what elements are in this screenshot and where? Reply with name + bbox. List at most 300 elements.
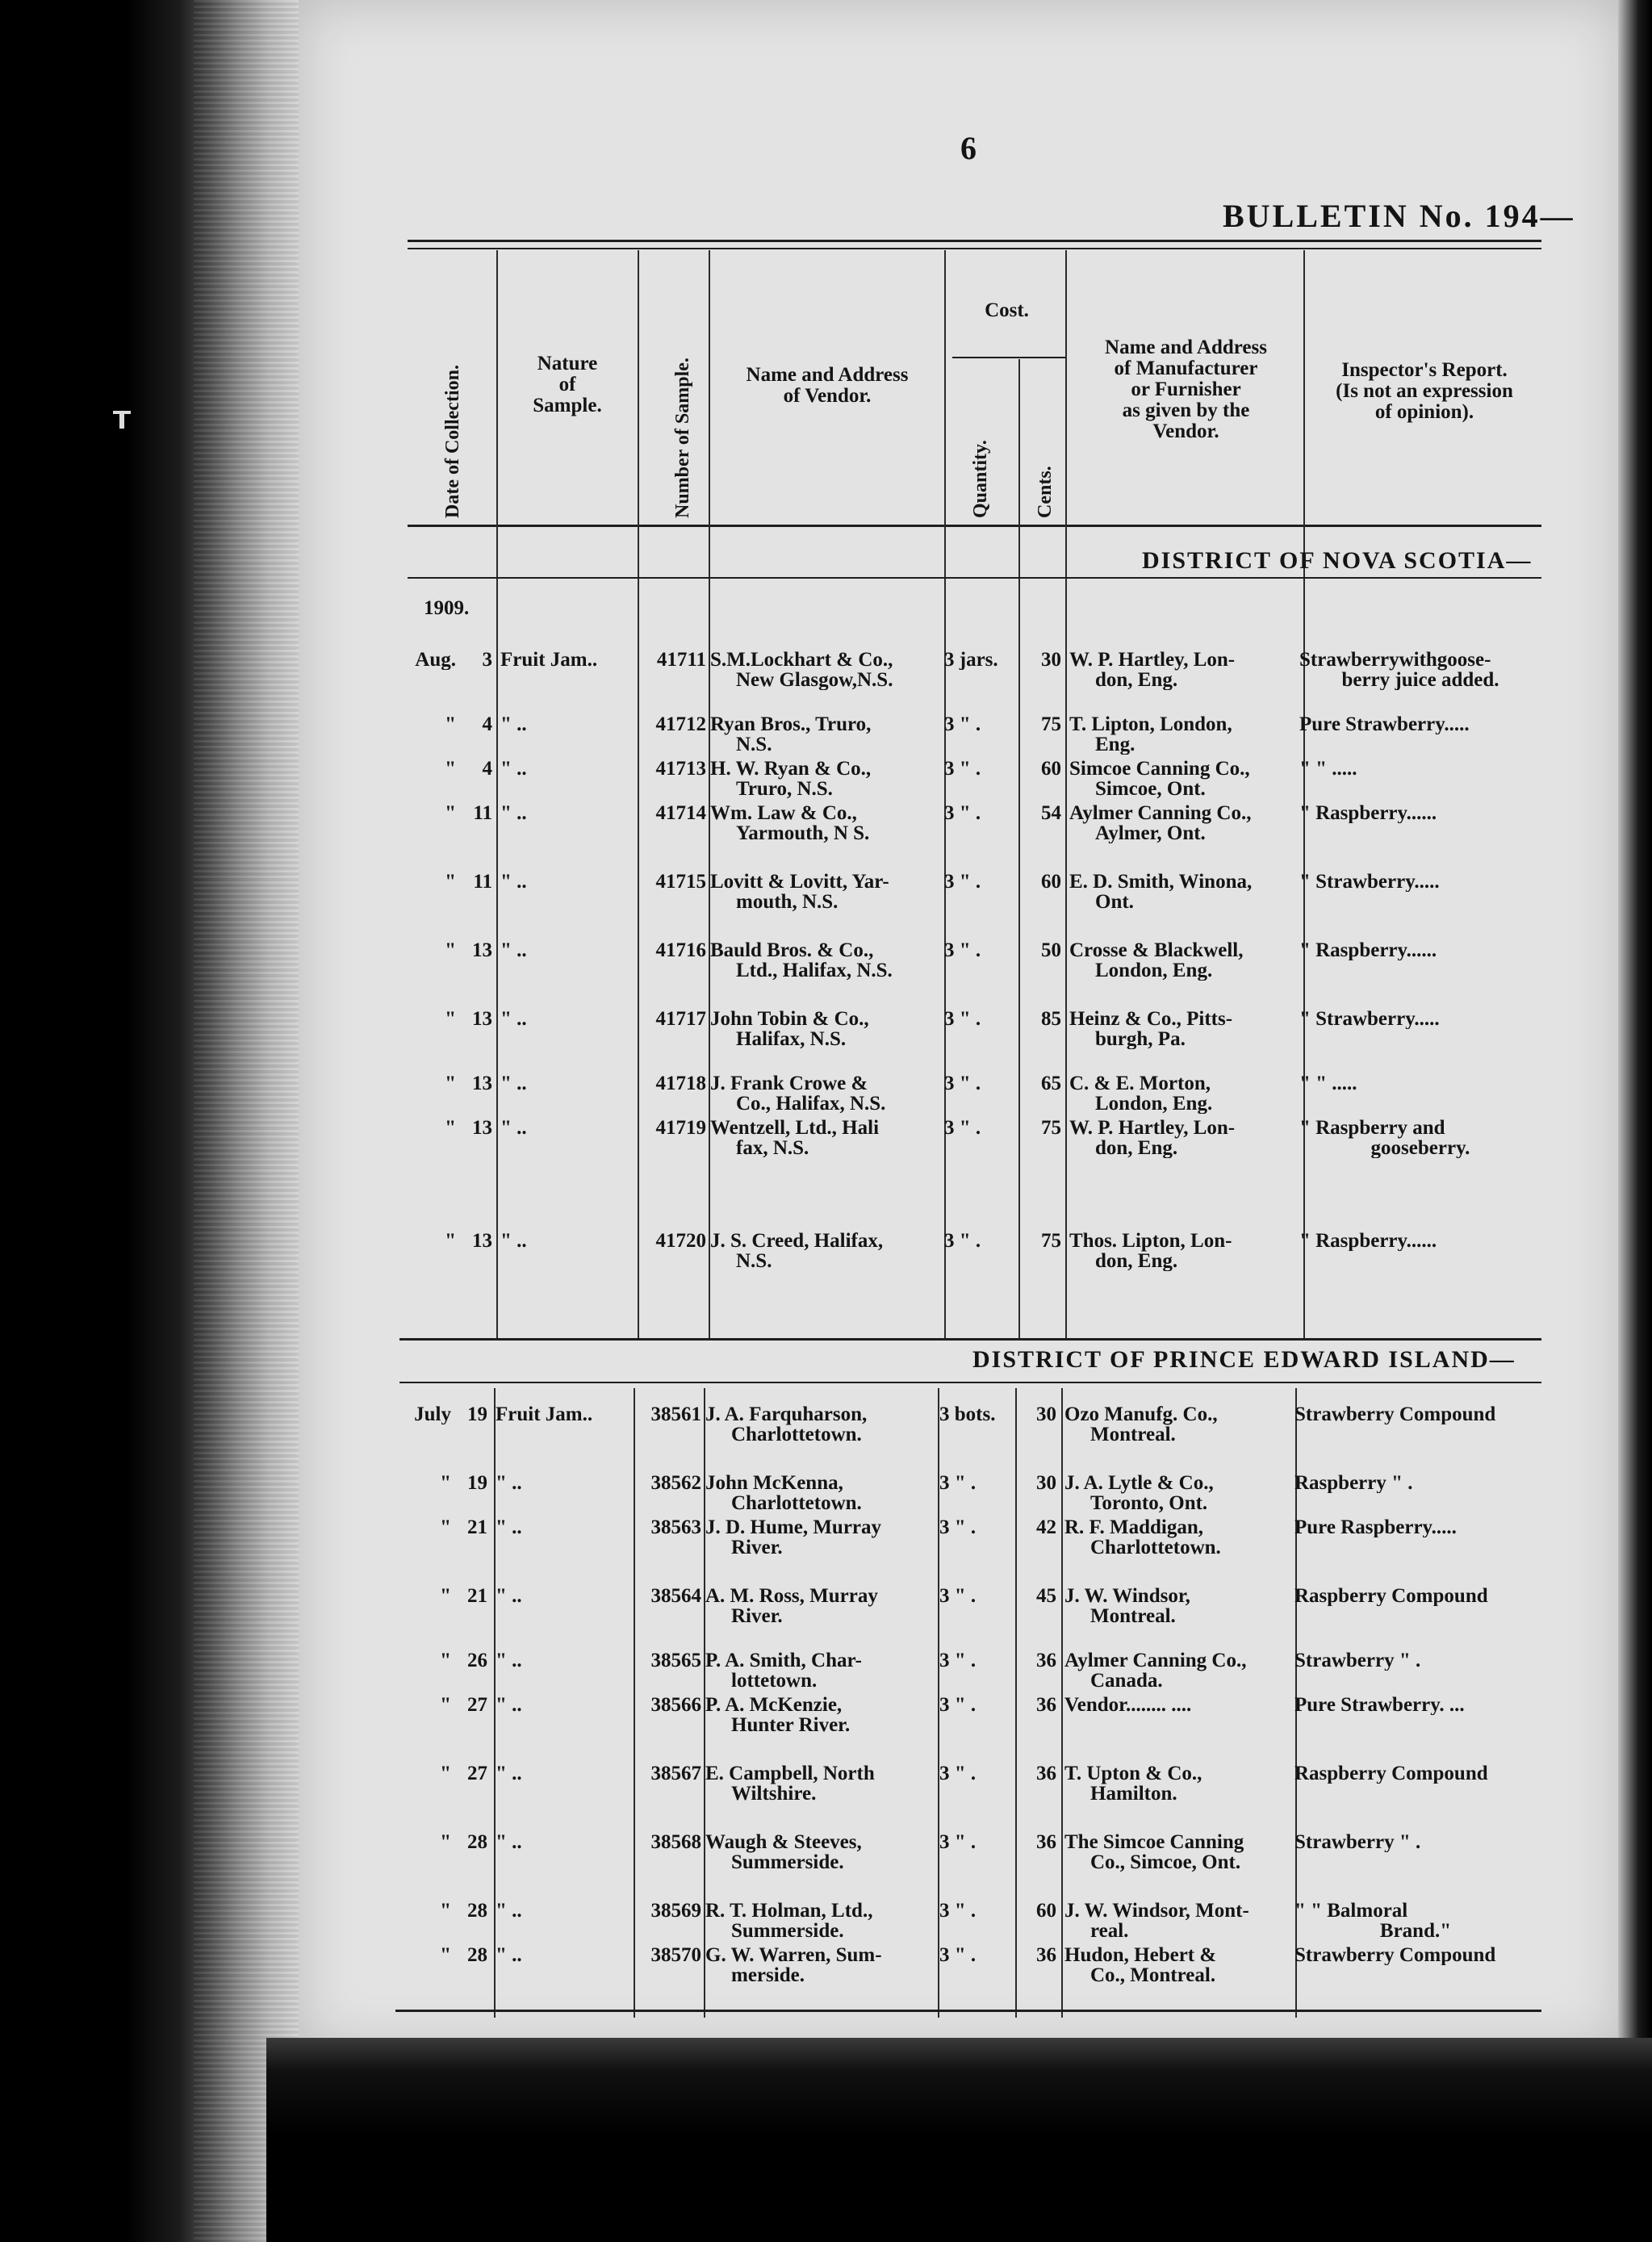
row-vendor-line: Truro, N.S.	[736, 778, 833, 799]
row-vendor-line: merside.	[731, 1964, 805, 1985]
row-vendor-line: Yarmouth, N S.	[736, 822, 870, 843]
row-manufacturer-line: Charlottetown.	[1090, 1537, 1221, 1558]
row-nature: " ..	[500, 759, 527, 779]
header-maker-line: as given by the	[1122, 399, 1250, 421]
row-report-line: " Strawberry.....	[1299, 872, 1440, 892]
row-sample-number: 38570	[650, 1945, 701, 1965]
row-manufacturer-line: real.	[1090, 1920, 1129, 1941]
table-row	[0, 1695, 1647, 1751]
running-head: BULLETIN No. 194—	[1223, 198, 1575, 234]
row-cents: 75	[1041, 1231, 1061, 1251]
row-vendor	[705, 1832, 939, 1872]
row-quantity: 3 " .	[944, 1118, 981, 1138]
row-vendor	[705, 1763, 939, 1804]
table-row	[0, 1517, 1647, 1574]
row-vendor-line: Charlottetown.	[731, 1424, 862, 1445]
header-report	[1303, 360, 1545, 423]
row-sample-number: 38569	[650, 1901, 701, 1921]
row-day: 13	[472, 1009, 492, 1029]
row-manufacturer-line: Heinz & Co., Pitts-	[1069, 1009, 1233, 1030]
row-manufacturer	[1064, 1650, 1299, 1691]
header-maker-line: or Furnisher	[1131, 379, 1241, 400]
row-quantity: 3 bots.	[939, 1404, 996, 1424]
row-vendor	[705, 1517, 939, 1558]
district-rule	[399, 1382, 1541, 1383]
row-cents: 36	[1036, 1832, 1056, 1852]
header-vendor-line: Name and Address	[746, 364, 909, 386]
row-vendor-line: lottetown.	[731, 1670, 818, 1691]
row-manufacturer	[1069, 1073, 1303, 1114]
row-manufacturer	[1064, 1832, 1299, 1872]
row-manufacturer-line: J. W. Windsor, Mont-	[1064, 1901, 1249, 1922]
header-nature-line: Sample.	[533, 395, 602, 416]
row-vendor-line: E. Campbell, North	[705, 1763, 875, 1784]
row-vendor	[710, 650, 944, 690]
row-manufacturer	[1064, 1517, 1299, 1558]
row-manufacturer-line: E. D. Smith, Winona,	[1069, 872, 1253, 893]
district-title-pei: DISTRICT OF PRINCE EDWARD ISLAND—	[972, 1346, 1516, 1373]
row-cents: 36	[1036, 1763, 1056, 1784]
table-row	[0, 1009, 1652, 1065]
row-vendor-line: A. M. Ross, Murray	[705, 1586, 878, 1607]
row-nature: " ..	[496, 1586, 522, 1606]
row-report	[1294, 1650, 1537, 1671]
row-manufacturer	[1064, 1763, 1299, 1804]
row-sample-number: 38561	[650, 1404, 701, 1424]
table-row	[0, 1832, 1647, 1889]
row-vendor-line: mouth, N.S.	[736, 891, 839, 912]
row-vendor-line: John McKenna,	[705, 1473, 843, 1494]
row-report	[1294, 1404, 1537, 1424]
row-manufacturer-line: Montreal.	[1090, 1605, 1176, 1626]
row-report	[1299, 759, 1541, 779]
row-report-line: " Raspberry......	[1299, 940, 1437, 960]
table-row	[0, 803, 1652, 860]
row-manufacturer-line: Thos. Lipton, Lon-	[1069, 1231, 1232, 1252]
row-report-line: " Strawberry.....	[1299, 1009, 1440, 1029]
row-month: "	[445, 803, 456, 823]
row-quantity: 3 " .	[939, 1945, 977, 1965]
row-vendor-line: N.S.	[736, 1250, 772, 1271]
row-sample-number: 41718	[655, 1073, 706, 1094]
header-maker	[1067, 337, 1305, 442]
row-month: Aug.	[415, 650, 456, 670]
row-nature: " ..	[500, 1073, 527, 1094]
row-report	[1294, 1695, 1537, 1715]
row-report-line: Strawberrywithgoose-	[1299, 650, 1491, 671]
row-month: "	[440, 1650, 451, 1671]
row-report	[1294, 1517, 1537, 1537]
row-vendor	[705, 1695, 939, 1735]
row-month: July	[414, 1404, 451, 1424]
header-vendor	[710, 365, 944, 407]
row-manufacturer-line: Vendor........ ....	[1064, 1695, 1192, 1715]
row-manufacturer	[1064, 1695, 1299, 1715]
row-manufacturer	[1064, 1404, 1299, 1445]
row-vendor	[710, 1073, 944, 1114]
row-manufacturer-line: Crosse & Blackwell,	[1069, 940, 1244, 961]
table-row	[0, 1763, 1647, 1820]
row-vendor-line: Halifax, N.S.	[736, 1028, 847, 1049]
row-vendor	[705, 1473, 939, 1513]
row-cents: 60	[1036, 1901, 1056, 1921]
header-cost: Cost.	[985, 299, 1029, 321]
row-day: 4	[482, 759, 492, 779]
row-day: 13	[472, 1118, 492, 1138]
row-vendor-line: River.	[731, 1537, 783, 1558]
row-sample-number: 41716	[655, 940, 706, 960]
gutter-mark	[119, 414, 124, 429]
row-cents: 54	[1041, 803, 1061, 823]
row-cents: 30	[1041, 650, 1061, 670]
row-vendor	[710, 872, 944, 912]
row-day: 13	[472, 1231, 492, 1251]
row-day: 28	[467, 1945, 487, 1965]
row-month: "	[440, 1945, 451, 1965]
row-report	[1299, 1118, 1541, 1158]
row-vendor-line: Summerside.	[731, 1851, 844, 1872]
row-manufacturer	[1069, 759, 1303, 799]
row-quantity: 3 " .	[944, 759, 981, 779]
row-sample-number: 38564	[650, 1586, 701, 1606]
row-day: 4	[482, 714, 492, 734]
row-nature: " ..	[496, 1945, 522, 1965]
row-manufacturer-line: Hudon, Hebert &	[1064, 1945, 1217, 1966]
row-sample-number: 38565	[650, 1650, 701, 1671]
row-quantity: 3 " .	[939, 1763, 977, 1784]
row-sample-number: 41713	[655, 759, 706, 779]
row-sample-number: 41719	[655, 1118, 706, 1138]
row-manufacturer	[1069, 1009, 1303, 1049]
row-manufacturer-line: T. Lipton, London,	[1069, 714, 1232, 735]
row-vendor	[710, 714, 944, 755]
header-maker-line: Vendor.	[1152, 420, 1219, 442]
row-month: "	[445, 714, 456, 734]
row-manufacturer	[1069, 714, 1303, 755]
table-row	[0, 1945, 1647, 2001]
row-quantity: 3 " .	[939, 1695, 977, 1715]
row-manufacturer	[1064, 1473, 1299, 1513]
row-cents: 60	[1041, 759, 1061, 779]
row-manufacturer	[1064, 1945, 1299, 1985]
row-report-line: Strawberry Compound	[1294, 1404, 1496, 1424]
row-cents: 36	[1036, 1650, 1056, 1671]
row-day: 28	[467, 1901, 487, 1921]
row-cents: 36	[1036, 1695, 1056, 1715]
row-vendor-line: N.S.	[736, 734, 772, 755]
row-manufacturer-line: burgh, Pa.	[1095, 1028, 1186, 1049]
row-manufacturer-line: T. Upton & Co.,	[1064, 1763, 1202, 1784]
row-vendor-line: J. Frank Crowe &	[710, 1073, 868, 1094]
row-manufacturer-line: J. A. Lytle & Co.,	[1064, 1473, 1214, 1494]
row-report	[1299, 1231, 1541, 1251]
row-nature: " ..	[496, 1473, 522, 1493]
row-nature: " ..	[500, 1118, 527, 1138]
row-quantity: 3 " .	[939, 1586, 977, 1606]
table-row	[0, 872, 1652, 928]
row-report-line: " " Balmoral	[1294, 1901, 1408, 1922]
row-manufacturer-line: Eng.	[1095, 734, 1135, 755]
row-quantity: 3 " .	[939, 1650, 977, 1671]
row-vendor-line: Summerside.	[731, 1920, 844, 1941]
row-quantity: 3 " .	[944, 714, 981, 734]
row-report-line: Strawberry Compound	[1294, 1945, 1496, 1965]
row-manufacturer-line: Aylmer Canning Co.,	[1064, 1650, 1247, 1671]
row-sample-number: 38562	[650, 1473, 701, 1493]
row-month: "	[440, 1586, 451, 1606]
row-manufacturer-line: Hamilton.	[1090, 1783, 1177, 1804]
row-quantity: 3 " .	[944, 1073, 981, 1094]
row-nature: " ..	[496, 1650, 522, 1671]
row-manufacturer-line: C. & E. Morton,	[1069, 1073, 1211, 1094]
row-sample-number: 41720	[655, 1231, 706, 1251]
row-report	[1299, 714, 1541, 734]
header-maker-line: Name and Address	[1105, 337, 1267, 358]
header-report-line: Inspector's Report.	[1341, 359, 1508, 381]
row-vendor-line: Wentzell, Ltd., Hali	[710, 1118, 880, 1139]
row-manufacturer-line: Toronto, Ont.	[1090, 1492, 1208, 1513]
row-nature: " ..	[500, 1009, 527, 1029]
row-vendor	[710, 940, 944, 981]
page-number: 6	[960, 130, 977, 166]
row-day: 19	[467, 1473, 487, 1493]
row-vendor	[705, 1650, 939, 1691]
row-report-line: Pure Strawberry. ...	[1294, 1695, 1465, 1715]
row-cents: 30	[1036, 1404, 1056, 1424]
header-nature-line: Nature	[537, 353, 598, 374]
row-report	[1299, 650, 1541, 690]
section-divider-rule	[399, 1338, 1541, 1341]
row-cents: 36	[1036, 1945, 1056, 1965]
row-report	[1299, 872, 1541, 892]
row-report-line: Pure Raspberry.....	[1294, 1517, 1457, 1537]
header-cents: Cents.	[1035, 466, 1056, 518]
row-manufacturer	[1069, 1118, 1303, 1158]
row-report	[1294, 1473, 1537, 1493]
row-vendor-line: Charlottetown.	[731, 1492, 862, 1513]
row-manufacturer-line: Co., Simcoe, Ont.	[1090, 1851, 1241, 1872]
table-row	[0, 940, 1652, 997]
row-manufacturer-line: Ont.	[1095, 891, 1134, 912]
table-bottom-rule	[395, 2010, 1541, 2012]
row-vendor-line: H. W. Ryan & Co.,	[710, 759, 872, 780]
row-nature: " ..	[500, 1231, 527, 1251]
row-vendor-line: J. S. Creed, Halifax,	[710, 1231, 884, 1252]
row-sample-number: 41712	[655, 714, 706, 734]
row-manufacturer-line: W. P. Hartley, Lon-	[1069, 650, 1236, 671]
row-day: 19	[467, 1404, 487, 1424]
row-nature: " ..	[496, 1901, 522, 1921]
header-date: Date of Collection.	[442, 365, 463, 518]
district-title-nova-scotia: DISTRICT OF NOVA SCOTIA—	[1142, 547, 1533, 574]
row-vendor-line: fax, N.S.	[736, 1137, 809, 1158]
row-report	[1299, 803, 1541, 823]
row-nature: " ..	[500, 803, 527, 823]
row-manufacturer	[1069, 1231, 1303, 1271]
row-report-line: " " .....	[1299, 759, 1357, 779]
row-month: "	[445, 759, 456, 779]
row-manufacturer-line: Simcoe Canning Co.,	[1069, 759, 1250, 780]
row-vendor-line: Wiltshire.	[731, 1783, 817, 1804]
table-row	[0, 1231, 1652, 1287]
row-report-line: Pure Strawberry.....	[1299, 714, 1470, 734]
row-vendor	[705, 1586, 939, 1626]
row-report-line: Brand."	[1379, 1920, 1452, 1941]
row-manufacturer-line: J. W. Windsor,	[1064, 1586, 1190, 1607]
row-manufacturer-line: London, Eng.	[1095, 1093, 1213, 1114]
row-month: "	[440, 1517, 451, 1537]
header-bottom-rule	[408, 525, 1541, 527]
row-cents: 75	[1041, 1118, 1061, 1138]
row-report-line: " Raspberry......	[1299, 803, 1437, 823]
header-report-line: of opinion).	[1374, 401, 1474, 423]
row-cents: 75	[1041, 714, 1061, 734]
row-sample-number: 38566	[650, 1695, 701, 1715]
table-top-rule-2	[408, 248, 1541, 249]
header-vendor-line: of Vendor.	[783, 385, 872, 407]
row-report-line: " " .....	[1299, 1073, 1357, 1094]
row-quantity: 3 " .	[939, 1901, 977, 1921]
row-day: 21	[467, 1517, 487, 1537]
row-report	[1294, 1832, 1537, 1852]
row-vendor-line: J. D. Hume, Murray	[705, 1517, 882, 1538]
row-quantity: 3 " .	[944, 803, 981, 823]
table-top-rule	[408, 240, 1541, 242]
row-cents: 30	[1036, 1473, 1056, 1493]
header-maker-line: of Manufacturer	[1114, 358, 1258, 379]
row-manufacturer-line: don, Eng.	[1095, 1250, 1178, 1271]
row-nature: Fruit Jam..	[496, 1404, 593, 1424]
row-quantity: 3 " .	[944, 872, 981, 892]
row-manufacturer	[1069, 803, 1303, 843]
row-vendor-line: Waugh & Steeves,	[705, 1832, 862, 1853]
row-month: "	[445, 872, 456, 892]
row-vendor-line: Hunter River.	[731, 1714, 851, 1735]
row-cents: 42	[1036, 1517, 1056, 1537]
row-day: 11	[473, 803, 492, 823]
row-month: "	[440, 1763, 451, 1784]
row-vendor-line: R. T. Holman, Ltd.,	[705, 1901, 873, 1922]
row-nature: " ..	[496, 1695, 522, 1715]
row-sample-number: 38568	[650, 1832, 701, 1852]
row-month: "	[440, 1473, 451, 1493]
row-vendor-line: Bauld Bros. & Co.,	[710, 940, 874, 961]
row-nature: " ..	[496, 1763, 522, 1784]
district-rule	[408, 577, 1541, 579]
row-vendor-line: River.	[731, 1605, 783, 1626]
row-cents: 65	[1041, 1073, 1061, 1094]
row-month: "	[445, 1231, 456, 1251]
table-row	[0, 1404, 1647, 1461]
row-vendor-line: P. A. Smith, Char-	[705, 1650, 863, 1671]
row-cents: 45	[1036, 1586, 1056, 1606]
row-vendor	[705, 1404, 939, 1445]
row-nature: " ..	[496, 1832, 522, 1852]
row-report-line: " Raspberry and	[1299, 1118, 1445, 1139]
row-vendor	[710, 1118, 944, 1158]
row-vendor	[710, 803, 944, 843]
row-quantity: 3 " .	[939, 1473, 977, 1493]
row-sample-number: 41714	[655, 803, 706, 823]
row-report	[1299, 940, 1541, 960]
row-report-line: berry juice added.	[1341, 669, 1499, 690]
row-manufacturer-line: Aylmer, Ont.	[1095, 822, 1206, 843]
table-row	[0, 1586, 1647, 1642]
row-quantity: 3 " .	[944, 1009, 981, 1029]
row-nature: Fruit Jam..	[500, 650, 598, 670]
row-month: "	[440, 1832, 451, 1852]
row-day: 13	[472, 940, 492, 960]
row-vendor-line: Ryan Bros., Truro,	[710, 714, 872, 735]
row-day: 26	[467, 1650, 487, 1671]
row-nature: " ..	[496, 1517, 522, 1537]
row-manufacturer-line: R. F. Maddigan,	[1064, 1517, 1204, 1538]
row-report-line: Raspberry Compound	[1294, 1586, 1488, 1606]
header-report-line: (Is not an expression	[1336, 380, 1513, 402]
row-sample-number: 41711	[656, 650, 706, 670]
collection-year: 1909.	[424, 597, 470, 619]
row-sample-number: 41715	[655, 872, 706, 892]
row-report	[1294, 1586, 1537, 1606]
row-vendor-line: Wm. Law & Co.,	[710, 803, 857, 824]
header-number: Number of Sample.	[672, 358, 693, 518]
row-manufacturer-line: Canada.	[1090, 1670, 1163, 1691]
row-vendor	[705, 1901, 939, 1941]
row-report	[1294, 1901, 1537, 1941]
row-sample-number: 38567	[650, 1763, 701, 1784]
row-vendor	[710, 1009, 944, 1049]
cost-divider	[952, 357, 1065, 358]
row-day: 28	[467, 1832, 487, 1852]
row-month: "	[445, 1009, 456, 1029]
row-manufacturer-line: Montreal.	[1090, 1424, 1176, 1445]
page-bottom-shadow	[266, 2038, 1652, 2242]
row-report	[1294, 1763, 1537, 1784]
row-vendor-line: G. W. Warren, Sum-	[705, 1945, 882, 1966]
row-manufacturer-line: don, Eng.	[1095, 669, 1178, 690]
row-manufacturer	[1069, 650, 1303, 690]
row-day: 27	[467, 1695, 487, 1715]
row-quantity: 3 " .	[939, 1517, 977, 1537]
row-vendor-line: Ltd., Halifax, N.S.	[736, 960, 893, 981]
row-nature: " ..	[500, 940, 527, 960]
row-cents: 50	[1041, 940, 1061, 960]
row-report-line: " Raspberry......	[1299, 1231, 1437, 1251]
row-day: 27	[467, 1763, 487, 1784]
row-nature: " ..	[500, 714, 527, 734]
row-sample-number: 38563	[650, 1517, 701, 1537]
row-manufacturer-line: W. P. Hartley, Lon-	[1069, 1118, 1236, 1139]
table-row	[0, 650, 1652, 706]
row-day: 21	[467, 1586, 487, 1606]
header-nature-line: of	[558, 374, 576, 395]
row-vendor-line: Lovitt & Lovitt, Yar-	[710, 872, 889, 893]
row-month: "	[445, 1118, 456, 1138]
row-manufacturer-line: Ozo Manufg. Co.,	[1064, 1404, 1218, 1425]
row-vendor	[705, 1945, 939, 1985]
table-row	[0, 1118, 1652, 1174]
row-month: "	[445, 1073, 456, 1094]
row-quantity: 3 " .	[944, 940, 981, 960]
row-report	[1299, 1009, 1541, 1029]
row-vendor-line: John Tobin & Co.,	[710, 1009, 869, 1030]
row-report	[1294, 1945, 1537, 1965]
row-report-line: Strawberry " .	[1294, 1650, 1421, 1671]
row-nature: " ..	[500, 872, 527, 892]
row-vendor-line: Co., Halifax, N.S.	[736, 1093, 886, 1114]
row-vendor-line: S.M.Lockhart & Co.,	[710, 650, 893, 671]
row-report-line: gooseberry.	[1370, 1137, 1470, 1158]
